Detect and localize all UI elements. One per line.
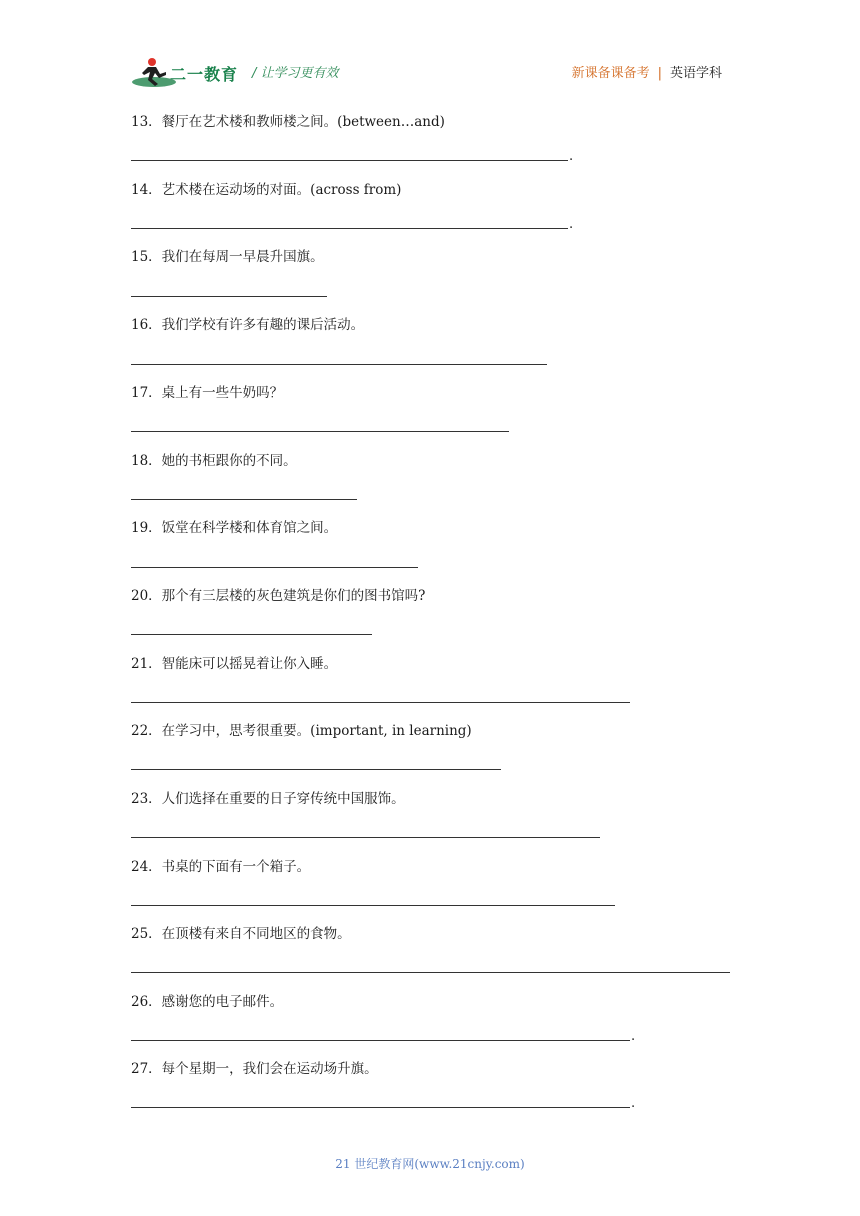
question-21: 21．智能床可以摇晃着让你入睡。 (131, 656, 338, 672)
question-26: 26．感谢您的电子邮件。 (131, 994, 284, 1010)
question-19: 19．饭堂在科学楼和体育馆之间。 (131, 520, 338, 536)
answer-line-22[interactable] (131, 769, 501, 770)
question-18: 18．她的书柜跟你的不同。 (131, 453, 297, 469)
header-separator: | (657, 66, 662, 81)
answer-line-14[interactable] (131, 228, 568, 229)
header-course-label: 新课备课备考 (571, 66, 650, 81)
question-25: 25．在顶楼有来自不同地区的食物。 (131, 926, 351, 942)
slogan: / 让学习更有效 (252, 66, 339, 81)
answer-line-17[interactable] (131, 431, 509, 432)
page-footer: 21 世纪教育网(www.21cnjy.com) (335, 1157, 525, 1171)
question-20: 20．那个有三层楼的灰色建筑是你们的图书馆吗? (131, 588, 426, 604)
answer-line-20[interactable] (131, 634, 372, 635)
answer-period-13: . (569, 149, 574, 164)
header-right (572, 62, 722, 81)
header-subject-label: 英语学科 (669, 66, 722, 81)
answer-period-14: . (569, 217, 574, 232)
answer-line-23[interactable] (131, 837, 600, 838)
answer-line-18[interactable] (131, 499, 357, 500)
page-header (0, 0, 860, 100)
question-14: 14．艺术楼在运动场的对面。(across from) (131, 182, 402, 198)
answer-line-16[interactable] (131, 364, 547, 365)
answer-period-27: . (631, 1096, 636, 1111)
answer-line-19[interactable] (131, 567, 418, 568)
question-23: 23．人们选择在重要的日子穿传统中国服饰。 (131, 791, 405, 807)
question-16: 16．我们学校有许多有趣的课后活动。 (131, 317, 365, 333)
answer-line-24[interactable] (131, 905, 615, 906)
answer-line-25[interactable] (131, 972, 730, 973)
question-22: 22．在学习中，思考很重要。(important, in learning) (131, 723, 472, 739)
answer-line-27[interactable] (131, 1107, 630, 1108)
question-24: 24．书桌的下面有一个箱子。 (131, 859, 311, 875)
answer-line-26[interactable] (131, 1040, 630, 1041)
answer-line-13[interactable] (131, 160, 568, 161)
answer-line-15[interactable] (131, 296, 327, 297)
question-27: 27．每个星期一，我们会在运动场升旗。 (131, 1061, 378, 1077)
question-15: 15．我们在每周一早晨升国旗。 (131, 249, 324, 265)
answer-line-21[interactable] (131, 702, 630, 703)
question-13: 13．餐厅在艺术楼和教师楼之间。(between…and) (131, 114, 445, 130)
answer-period-26: . (631, 1029, 636, 1044)
question-17: 17．桌上有一些牛奶吗？ (131, 385, 284, 401)
logo-text: 二一教育 (170, 65, 239, 84)
